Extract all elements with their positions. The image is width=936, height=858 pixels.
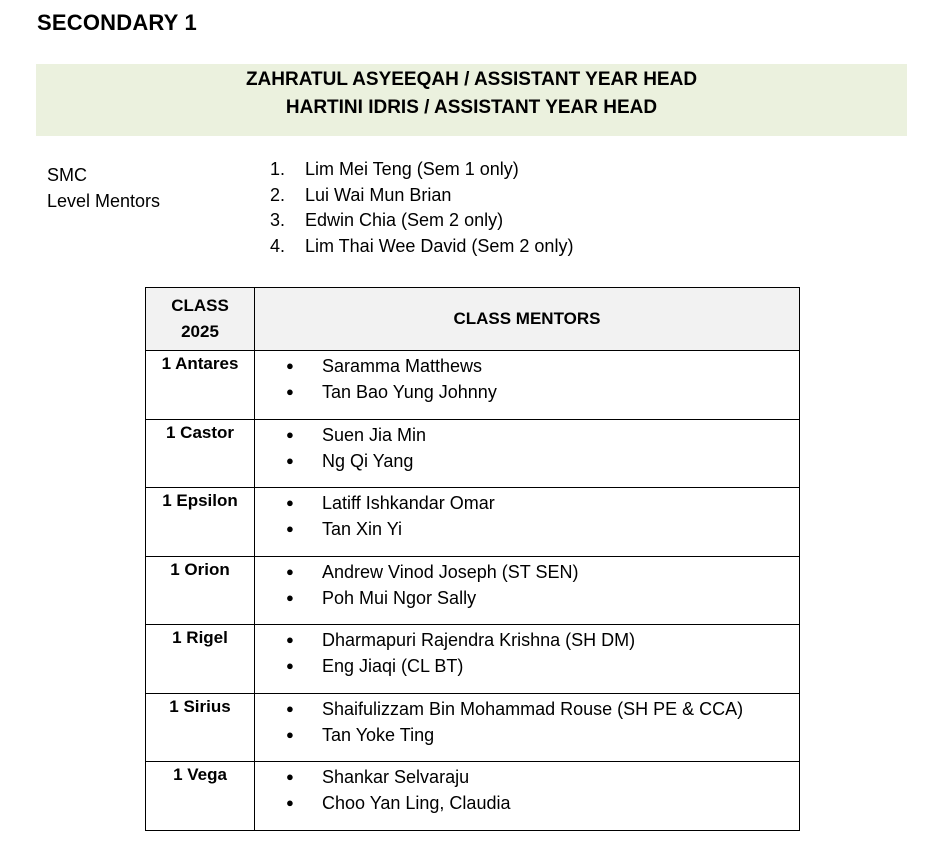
mentor-name: Suen Jia Min [322,424,427,445]
list-number: 2. [270,184,286,205]
class-mentors-cell [255,556,800,625]
bullet-icon: ● [286,632,294,647]
class-name: 1 Rigel [146,625,255,694]
level-mentor-item [270,183,573,209]
year-head-line-1: ZAHRATUL ASYEEQAH / ASSISTANT YEAR HEAD [245,69,698,90]
level-mentor-item [270,157,573,183]
list-item [255,448,799,474]
list-item [255,585,799,611]
class-name: 1 Vega [146,762,255,831]
list-item [255,722,799,748]
table-row [146,556,800,625]
mentor-name: Choo Yan Ling, Claudia [322,793,511,813]
mentor-name: Shankar Selvaraju [322,767,470,787]
class-mentors-table [145,287,800,831]
class-mentors-cell [255,419,800,488]
bullet-icon: ● [286,658,294,673]
bullet-icon: ● [286,521,294,536]
class-mentors-cell [255,351,800,420]
mentor-name: Eng Jiaqi (CL BT) [322,656,464,676]
class-name: 1 Castor [146,419,255,488]
table-row [146,351,800,420]
list-number: 4. [270,236,286,257]
smc-label-line-1: SMC [47,165,87,185]
table-row [146,488,800,557]
list-item [255,790,799,816]
class-name: 1 Antares [146,351,255,420]
list-item [255,353,799,379]
list-item [255,764,799,790]
mentor-name: Lui Wai Mun Brian [305,184,452,205]
header-class [146,288,255,351]
mentor-name: Poh Mui Ngor Sally [322,587,477,608]
mentor-name: Shaifulizzam Bin Mohammad Rouse (SH PE & CCA) [322,698,744,719]
header-class-mentors: CLASS MENTORS [255,288,800,351]
class-mentors-cell [255,488,800,557]
mentor-name: Andrew Vinod Joseph (ST SEN) [322,561,579,582]
bullet-icon: ● [286,563,294,579]
list-item [255,516,799,542]
list-item [255,422,799,448]
smc-label [47,162,160,214]
list-item [255,379,799,405]
mentor-name: Latiff Ishkandar Omar [322,493,495,513]
bullet-icon: ● [286,384,294,399]
class-name: 1 Epsilon [146,488,255,557]
list-item [255,559,799,585]
list-item [255,653,799,679]
table-row [146,625,800,694]
class-mentors-cell [255,625,800,694]
header-class-line-2: 2025 [181,322,219,341]
bullet-icon: ● [286,495,294,510]
mentor-name: Tan Bao Yung Johnny [322,382,497,402]
list-item [255,627,799,653]
bullet-icon: ● [286,358,294,373]
mentor-name: Lim Thai Wee David (Sem 2 only) [305,236,574,257]
list-number: 3. [270,210,286,231]
list-number: 1. [270,159,286,179]
mentor-name: Tan Yoke Ting [322,724,435,745]
bullet-icon: ● [286,769,294,784]
level-mentor-item [270,208,573,234]
level-mentor-item [270,234,573,260]
list-item [255,696,799,722]
table-row [146,419,800,488]
table-row [146,762,800,831]
year-head-line-2: HARTINI IDRIS / ASSISTANT YEAR HEAD [285,97,658,118]
bullet-icon: ● [286,795,294,810]
smc-label-line-2: Level Mentors [47,191,161,211]
bullet-icon: ● [286,589,294,605]
bullet-icon: ● [286,452,294,468]
bullet-icon: ● [286,726,294,742]
bullet-icon: ● [286,700,294,716]
list-item [255,490,799,516]
mentor-name: Dharmapuri Rajendra Krishna (SH DM) [322,630,636,650]
class-name: 1 Sirius [146,693,255,762]
class-name: 1 Orion [146,556,255,625]
header-class-line-1: CLASS [171,296,229,315]
mentor-name: Tan Xin Yi [322,519,403,539]
mentor-name: Lim Mei Teng (Sem 1 only) [305,159,519,179]
mentor-name: Edwin Chia (Sem 2 only) [305,210,504,231]
page-title: SECONDARY 1 [37,10,197,35]
mentor-name: Saramma Matthews [322,356,483,376]
table-row [146,693,800,762]
year-head-banner [36,64,907,136]
mentor-name: Ng Qi Yang [322,450,414,471]
level-mentor-list [270,157,573,260]
table-header-row [146,288,800,351]
bullet-icon: ● [286,426,294,442]
class-mentors-cell [255,693,800,762]
class-mentors-cell [255,762,800,831]
